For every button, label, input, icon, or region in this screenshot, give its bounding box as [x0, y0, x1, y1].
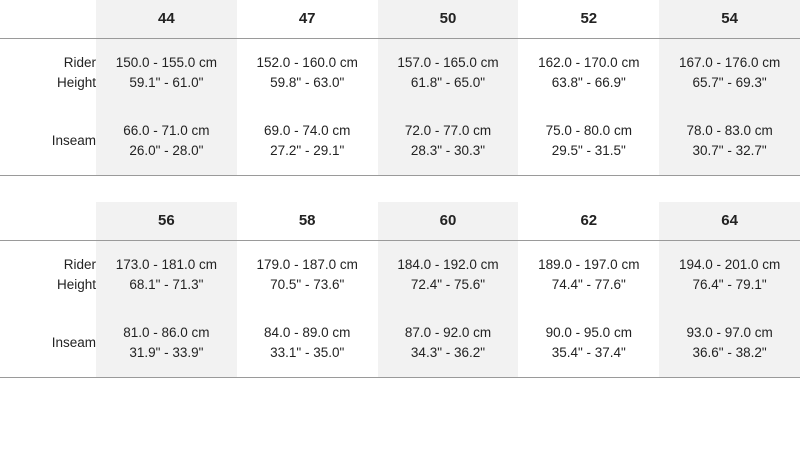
value-imperial: 35.4" - 37.4" [551, 345, 626, 360]
cell-rider-height-50 [378, 39, 519, 107]
value-metric: 90.0 - 95.0 cm [545, 325, 632, 340]
divider-bottom-block-2 [0, 377, 800, 378]
cell-inseam-44 [96, 107, 237, 175]
value-imperial: 33.1" - 35.0" [270, 345, 345, 360]
cell-rider-height-47 [237, 39, 378, 107]
cell-rider-height-62 [518, 241, 659, 309]
cell-rider-height-44 [96, 39, 237, 107]
row-label-rider-height [0, 39, 96, 107]
size-header-9: 64 [659, 202, 800, 240]
value-metric: 69.0 - 74.0 cm [264, 123, 351, 138]
value-imperial: 70.5" - 73.6" [270, 277, 345, 292]
cell-inseam-64 [659, 309, 800, 377]
table-row [0, 107, 800, 175]
value-imperial: 31.9" - 33.9" [129, 345, 204, 360]
value-metric: 162.0 - 170.0 cm [538, 55, 640, 70]
value-metric: 78.0 - 83.0 cm [686, 123, 773, 138]
row-label-inseam [0, 107, 96, 175]
value-imperial: 61.8" - 65.0" [410, 75, 486, 90]
value-imperial: 30.7" - 32.7" [692, 143, 767, 158]
row-label-inseam [0, 309, 96, 377]
size-header-3: 52 [580, 10, 598, 27]
cell-rider-height-52 [518, 39, 659, 107]
size-table-block-1 [0, 0, 800, 38]
table-row [0, 309, 800, 377]
cell-rider-height-54 [659, 39, 800, 107]
cell-inseam-54 [659, 107, 800, 175]
size-header-6: 58 [298, 212, 316, 229]
value-metric: 87.0 - 92.0 cm [404, 325, 492, 340]
value-imperial: 59.8" - 63.0" [270, 75, 345, 90]
size-header-0: 44 [96, 0, 237, 38]
header-corner-cell [0, 0, 96, 38]
value-imperial: 63.8" - 66.9" [551, 75, 626, 90]
value-imperial: 27.2" - 29.1" [270, 143, 345, 158]
value-imperial: 36.6" - 38.2" [692, 345, 767, 360]
cell-rider-height-64 [659, 241, 800, 309]
value-imperial: 59.1" - 61.0" [129, 75, 204, 90]
table-row [0, 241, 800, 309]
cell-rider-height-56 [96, 241, 237, 309]
cell-inseam-56 [96, 309, 237, 377]
value-imperial: 74.4" - 77.6" [551, 277, 626, 292]
value-metric: 150.0 - 155.0 cm [115, 55, 218, 70]
table-header-row [0, 0, 800, 38]
row-label-line-2: Height [56, 277, 96, 292]
value-imperial: 76.4" - 79.1" [692, 277, 767, 292]
value-imperial: 29.5" - 31.5" [551, 143, 626, 158]
table-header-row [0, 202, 800, 240]
value-metric: 184.0 - 192.0 cm [397, 257, 499, 272]
size-header-1: 47 [298, 10, 316, 27]
size-table-block-1-body [0, 39, 800, 175]
block-spacer [0, 176, 800, 202]
value-imperial: 26.0" - 28.0" [129, 143, 204, 158]
value-metric: 194.0 - 201.0 cm [678, 257, 781, 272]
value-imperial: 68.1" - 71.3" [129, 277, 204, 292]
size-header-5: 56 [96, 202, 237, 240]
cell-rider-height-58 [237, 241, 378, 309]
value-metric: 93.0 - 97.0 cm [686, 325, 773, 340]
row-label-line-1: Inseam [51, 133, 96, 148]
row-label-line-1: Rider [63, 55, 96, 70]
value-metric: 167.0 - 176.0 cm [678, 55, 781, 70]
size-header-2: 50 [378, 0, 519, 38]
value-metric: 157.0 - 165.0 cm [397, 55, 499, 70]
value-metric: 72.0 - 77.0 cm [404, 123, 492, 138]
cell-inseam-50 [378, 107, 519, 175]
header-corner-cell [0, 202, 96, 240]
size-table-block-2 [0, 202, 800, 240]
value-metric: 189.0 - 197.0 cm [538, 257, 640, 272]
size-header-7: 60 [378, 202, 519, 240]
cell-rider-height-60 [378, 241, 519, 309]
value-imperial: 28.3" - 30.3" [410, 143, 486, 158]
size-header-4: 54 [659, 0, 800, 38]
value-metric: 81.0 - 86.0 cm [123, 325, 210, 340]
value-metric: 66.0 - 71.0 cm [123, 123, 210, 138]
table-row [0, 39, 800, 107]
row-label-rider-height [0, 241, 96, 309]
cell-inseam-47 [237, 107, 378, 175]
cell-inseam-62 [518, 309, 659, 377]
row-label-line-2: Height [56, 75, 96, 90]
cell-inseam-60 [378, 309, 519, 377]
cell-inseam-58 [237, 309, 378, 377]
value-metric: 152.0 - 160.0 cm [256, 55, 358, 70]
size-table-block-2-body [0, 241, 800, 377]
value-metric: 84.0 - 89.0 cm [264, 325, 351, 340]
value-imperial: 34.3" - 36.2" [410, 345, 486, 360]
value-metric: 179.0 - 187.0 cm [256, 257, 358, 272]
cell-inseam-52 [518, 107, 659, 175]
value-metric: 173.0 - 181.0 cm [115, 257, 218, 272]
row-label-line-1: Inseam [51, 335, 96, 350]
value-metric: 75.0 - 80.0 cm [545, 123, 632, 138]
value-imperial: 65.7" - 69.3" [692, 75, 767, 90]
row-label-line-1: Rider [63, 257, 96, 272]
value-imperial: 72.4" - 75.6" [410, 277, 486, 292]
size-header-8: 62 [580, 212, 598, 229]
